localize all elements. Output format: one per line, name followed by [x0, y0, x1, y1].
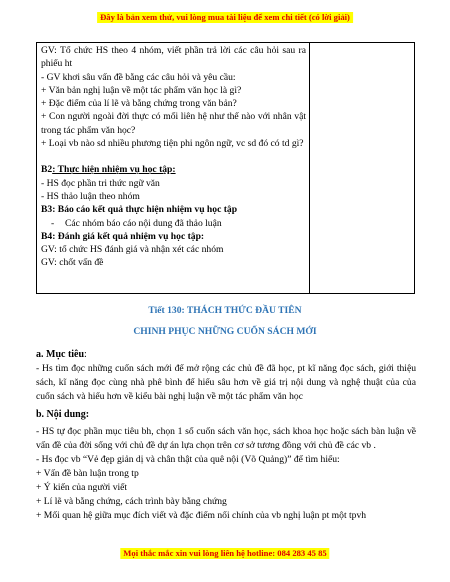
content-point: + Vấn đề bàn luận trong tp — [36, 468, 139, 479]
content-point: + Mối quan hệ giữa mục đích viết và đặc điểm nổi chính của vb nghị luận pt một tpvh — [36, 510, 367, 521]
hotline-banner: Mọi thắc mắc xin vui lòng liên hệ hotline: 084 283 45 85 — [120, 548, 329, 559]
content-section — [36, 408, 416, 523]
lesson-title: Tiết 130: THÁCH THỨC ĐẦU TIÊN — [148, 305, 302, 316]
step-b2-heading: B2: Thực hiện nhiệm vụ học tập: — [41, 164, 176, 176]
group-instruction: GV: Tổ chức HS theo 4 nhóm, viết phần trả lời các câu hỏi sau ra phiếu ht — [41, 45, 306, 70]
objective-text: - Hs tìm đọc những cuốn sách mới để mở rộng các chủ đề đã học, pt kĩ năng đọc sách, giới thiệu sách, kĩ năng đọc cùng nhà phê bình để hiểu sâu hơn về giá trị nội dung và nghệ thuật của của cuốn sách và hiểu hơn về kiểu bài nghị luận về một tác phẩm văn học — [36, 363, 416, 402]
step-b2-item: - HS đọc phần tri thức ngữ văn — [41, 177, 160, 189]
step-b2-item: - HS thảo luận theo nhóm — [41, 190, 140, 202]
objective-heading: a. Mục tiêu: — [36, 349, 87, 360]
question-3: + Con người ngoài đời thực có mối liên hệ như thế nào với nhân vật trong tác phẩm văn học? — [41, 111, 306, 136]
step-b4-heading: B4: Đánh giá kết quả nhiệm vụ học tập: — [41, 230, 205, 242]
preview-notice-banner: Đây là bản xem thử, vui lòng mua tài liệu để xem chi tiết (có lời giải) — [97, 12, 353, 23]
content-heading: b. Nội dung: — [36, 409, 90, 420]
guide-text: - GV khơi sâu vấn đề bằng các câu hỏi và yêu cầu: — [41, 71, 236, 83]
expected-result-cell — [310, 43, 415, 294]
content-paragraph-2: - Hs đọc vb “Vẻ đẹp giản dị và chân thật của quê nội (Võ Quảng)” để tìm hiểu: — [36, 454, 340, 465]
question-4: + Loại vb nào sd nhiều phương tiện phi ngôn ngữ, vc sd đó có td gì? — [41, 138, 304, 150]
content-point: + Lí lẽ và bằng chứng, cách trình bày bằng chứng — [36, 496, 227, 507]
step-b4-item: GV: chốt vấn đề — [41, 257, 104, 269]
lesson-subtitle: CHINH PHỤC NHỮNG CUỐN SÁCH MỚI — [133, 326, 317, 337]
objective-section — [36, 348, 416, 404]
step-b4-item: GV: tổ chức HS đánh giá và nhận xét các nhóm — [41, 244, 224, 256]
step-b3-heading: B3: Báo cáo kết quả thực hiện nhiệm vụ học tập — [41, 204, 238, 216]
question-2: + Đặc điểm của lí lẽ và bằng chứng trong văn bản? — [41, 98, 237, 110]
content-paragraph-1: - HS tự đọc phần mục tiêu bh, chọn 1 số cuốn sách văn học, sách khoa học hoặc sách bàn luận về vấn đề của đời sống với chủ đề dự án lựa chọn trên cơ sở tương đồng với chủ đề các vb . — [36, 426, 416, 451]
activity-table — [36, 42, 415, 294]
step-b3-item: - Các nhóm báo cáo nội dung đã thảo luận — [51, 217, 222, 229]
content-point: + Ý kiến của người viết — [36, 482, 128, 493]
question-1: + Văn bản nghị luận về một tác phẩm văn học là gì? — [41, 84, 242, 96]
teacher-student-activity-cell — [37, 43, 310, 294]
